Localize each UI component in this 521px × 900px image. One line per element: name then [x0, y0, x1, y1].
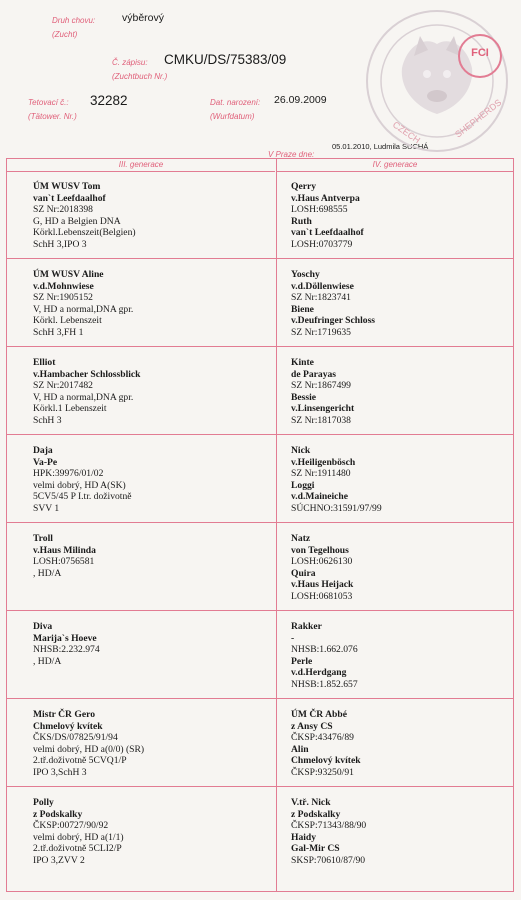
- entry-line: Gal-Mir CS: [291, 843, 340, 855]
- gen4-entry: [291, 621, 358, 691]
- entry-line: 2.tř.doživotně 5CVQ1/P: [33, 755, 127, 767]
- entry-line: v.d.Döllenwiese: [291, 280, 354, 292]
- gen4-entry: [291, 269, 375, 339]
- pedigree-table: [6, 158, 514, 892]
- entry-line: v.Heiligenbösch: [291, 456, 356, 468]
- fci-text: FCI: [471, 47, 489, 59]
- entry-line: velmi dobrý, HD a(1/1): [33, 831, 124, 843]
- entry-line: Körkl.Lebenszeit(Belgien): [33, 227, 136, 239]
- registry-label-de: (Zuchtbuch Nr.): [112, 72, 168, 81]
- entry-line: , HD/A: [33, 655, 62, 667]
- entry-line: SVV 1: [33, 502, 60, 514]
- entry-line: V, HD a normal,DNA gpr.: [33, 391, 134, 403]
- row-divider: [7, 610, 513, 611]
- registry-label: Č. zápisu:: [112, 58, 148, 67]
- gen3-entry: [33, 709, 144, 779]
- seal-ring-right: SHEPHERDS: [453, 97, 504, 140]
- entry-line: LOSH:0756581: [33, 556, 95, 568]
- entry-line: Qerry: [291, 181, 317, 192]
- entry-line: G, HD a Belgien DNA: [33, 215, 121, 227]
- breed-label: Druh chovu:: [52, 16, 96, 25]
- entry-line: v.Linsengericht: [291, 403, 355, 415]
- entry-line: ČKSP:43476/89: [291, 732, 354, 744]
- entry-line: LOSH:0681053: [291, 590, 353, 602]
- entry-line: SZ Nr:1719635: [291, 326, 351, 338]
- breed-label-de: (Zucht): [52, 30, 78, 39]
- entry-line: Haidy: [291, 831, 317, 843]
- entry-line: ČKSP:71343/88/90: [291, 820, 367, 832]
- entry-line: 2.tř.doživotně 5CLI2/P: [33, 843, 122, 855]
- entry-line: LOSH:0626130: [291, 556, 353, 568]
- entry-line: LOSH:0703779: [291, 238, 353, 250]
- entry-line: -: [291, 632, 295, 644]
- birth-label: Dat. narození:: [210, 98, 261, 107]
- entry-line: velmi dobrý, HD a(0/0) (SR): [33, 743, 145, 755]
- entry-line: Daja: [33, 445, 53, 456]
- entry-line: ÚM ČR Abbé: [291, 709, 347, 720]
- entry-line: SZ Nr:2018398: [33, 204, 93, 216]
- row-divider: [7, 258, 513, 259]
- tattoo-label: Tetovací č.:: [28, 98, 69, 107]
- entry-line: Körkl. Lebenszeit: [33, 315, 102, 327]
- gen3-entry: [33, 269, 133, 339]
- column-divider: [276, 159, 277, 891]
- entry-line: NHSB:1.852.657: [291, 678, 358, 690]
- entry-line: NHSB:1.662.076: [291, 644, 358, 656]
- entry-line: van`t Leefdaalhof: [33, 192, 106, 204]
- entry-line: z Podskalky: [291, 808, 341, 820]
- gen3-entry: [33, 797, 124, 867]
- entry-line: ČKSP:00727/90/92: [33, 820, 109, 832]
- entry-line: v.d.Mohnwiese: [33, 280, 94, 292]
- entry-line: v.Haus Heijack: [291, 579, 354, 591]
- entry-line: LOSH:698555: [291, 204, 348, 216]
- entry-line: V.tř. Nick: [291, 797, 331, 808]
- entry-line: Biene: [291, 303, 314, 315]
- gen4-entry: [291, 797, 366, 867]
- entry-line: Natz: [291, 533, 311, 544]
- entry-line: Va-Pe: [33, 456, 58, 468]
- entry-line: 5CV5/45 P I.tr. doživotně: [33, 491, 132, 503]
- entry-line: Alin: [291, 743, 309, 755]
- entry-line: van`t Leefdaalhof: [291, 227, 364, 239]
- entry-line: v.d.Herdgang: [291, 667, 347, 679]
- entry-line: velmi dobrý, HD A(SK): [33, 479, 126, 491]
- row-divider: [7, 522, 513, 523]
- entry-line: Mistr ČR Gero: [33, 709, 95, 720]
- entry-line: Chmelový kvítek: [291, 755, 361, 767]
- entry-line: von Tegelhous: [291, 544, 349, 556]
- entry-line: ÚM WUSV Tom: [33, 181, 101, 192]
- seal-graphic: [362, 6, 512, 156]
- entry-line: ÚM WUSV Aline: [33, 269, 104, 280]
- entry-line: SchH 3,IPO 3: [33, 238, 87, 250]
- entry-line: Körkl.1 Lebenszeit: [33, 403, 107, 415]
- entry-line: SKSP:70610/87/90: [291, 854, 366, 866]
- entry-line: v.d.Maineiche: [291, 491, 349, 503]
- gen3-entry: [33, 357, 141, 427]
- entry-line: v.Hambacher Schlossblick: [33, 368, 141, 380]
- entry-line: IPO 3,ZVV 2: [33, 854, 85, 866]
- entry-line: v.Haus Milinda: [33, 544, 96, 556]
- entry-line: Nick: [291, 445, 311, 456]
- entry-line: Kinte: [291, 357, 314, 368]
- tattoo-label-de: (Tätower. Nr.): [28, 112, 77, 121]
- entry-line: Marija`s Hoeve: [33, 632, 97, 644]
- club-seal: [362, 6, 512, 156]
- row-divider: [7, 786, 513, 787]
- column-header-gen4: IV. generace: [276, 159, 514, 172]
- row-divider: [7, 698, 513, 699]
- gen4-entry: [291, 709, 361, 779]
- entry-line: SchH 3,FH 1: [33, 326, 84, 338]
- gen4-entry: [291, 181, 364, 251]
- entry-line: SZ Nr:1867499: [291, 380, 351, 392]
- entry-line: IPO 3,SchH 3: [33, 766, 87, 778]
- gen3-entry: [33, 445, 132, 515]
- gen3-entry: [33, 533, 96, 579]
- row-divider: [7, 434, 513, 435]
- tattoo-value: 32282: [90, 93, 128, 108]
- seal-ring-left: CZECH: [390, 119, 422, 146]
- entry-line: z Ansy CS: [291, 720, 333, 732]
- gen4-entry: [291, 533, 353, 603]
- entry-line: SZ Nr:2017482: [33, 380, 93, 392]
- entry-line: Loggi: [291, 479, 315, 491]
- entry-line: ČKSP:93250/91: [291, 766, 354, 778]
- entry-line: SchH 3: [33, 414, 62, 426]
- entry-line: de Parayas: [291, 368, 337, 380]
- entry-line: Perle: [291, 655, 313, 667]
- entry-line: z Podskalky: [33, 808, 83, 820]
- column-header-gen3: III. generace: [7, 159, 275, 172]
- entry-line: Quira: [291, 567, 316, 579]
- entry-line: Ruth: [291, 215, 312, 227]
- entry-line: ČKS/DS/07825/91/94: [33, 732, 118, 744]
- entry-line: Rakker: [291, 621, 322, 632]
- entry-line: , HD/A: [33, 567, 62, 579]
- entry-line: SZ Nr:1905152: [33, 292, 93, 304]
- birth-value: 26.09.2009: [274, 94, 327, 106]
- issued-date-signer: 05.01.2010, Ludmila SUCHÁ: [332, 142, 429, 151]
- entry-line: Diva: [33, 621, 53, 632]
- gen3-entry: [33, 181, 136, 251]
- entry-line: Chmelový kvítek: [33, 720, 103, 732]
- entry-line: V, HD a normal,DNA gpr.: [33, 303, 134, 315]
- issued-place-label: V Praze dne:: [268, 150, 315, 159]
- entry-line: v.Haus Antverpa: [291, 192, 360, 204]
- entry-line: Troll: [33, 533, 53, 544]
- entry-line: Polly: [33, 797, 54, 808]
- birth-label-de: (Wurfdatum): [210, 112, 255, 121]
- row-divider: [7, 346, 513, 347]
- entry-line: v.Deufringer Schloss: [291, 315, 376, 327]
- entry-line: Bessie: [291, 391, 317, 403]
- gen4-entry: [291, 445, 382, 515]
- entry-line: SZ Nr:1823741: [291, 292, 351, 304]
- fci-logo-icon: [458, 34, 502, 78]
- gen4-entry: [291, 357, 354, 427]
- entry-line: SZ Nr:1911480: [291, 468, 351, 480]
- entry-line: Elliot: [33, 357, 56, 368]
- entry-line: NHSB:2.232.974: [33, 644, 100, 656]
- entry-line: SZ Nr:1817038: [291, 414, 351, 426]
- entry-line: Yoschy: [291, 269, 320, 280]
- entry-line: HPK:39976/01/02: [33, 468, 104, 480]
- gen3-entry: [33, 621, 100, 667]
- entry-line: SÚCHNO:31591/97/99: [291, 502, 382, 514]
- breed-value: výběrový: [122, 12, 165, 24]
- registry-value: CMKU/DS/75383/09: [164, 52, 287, 67]
